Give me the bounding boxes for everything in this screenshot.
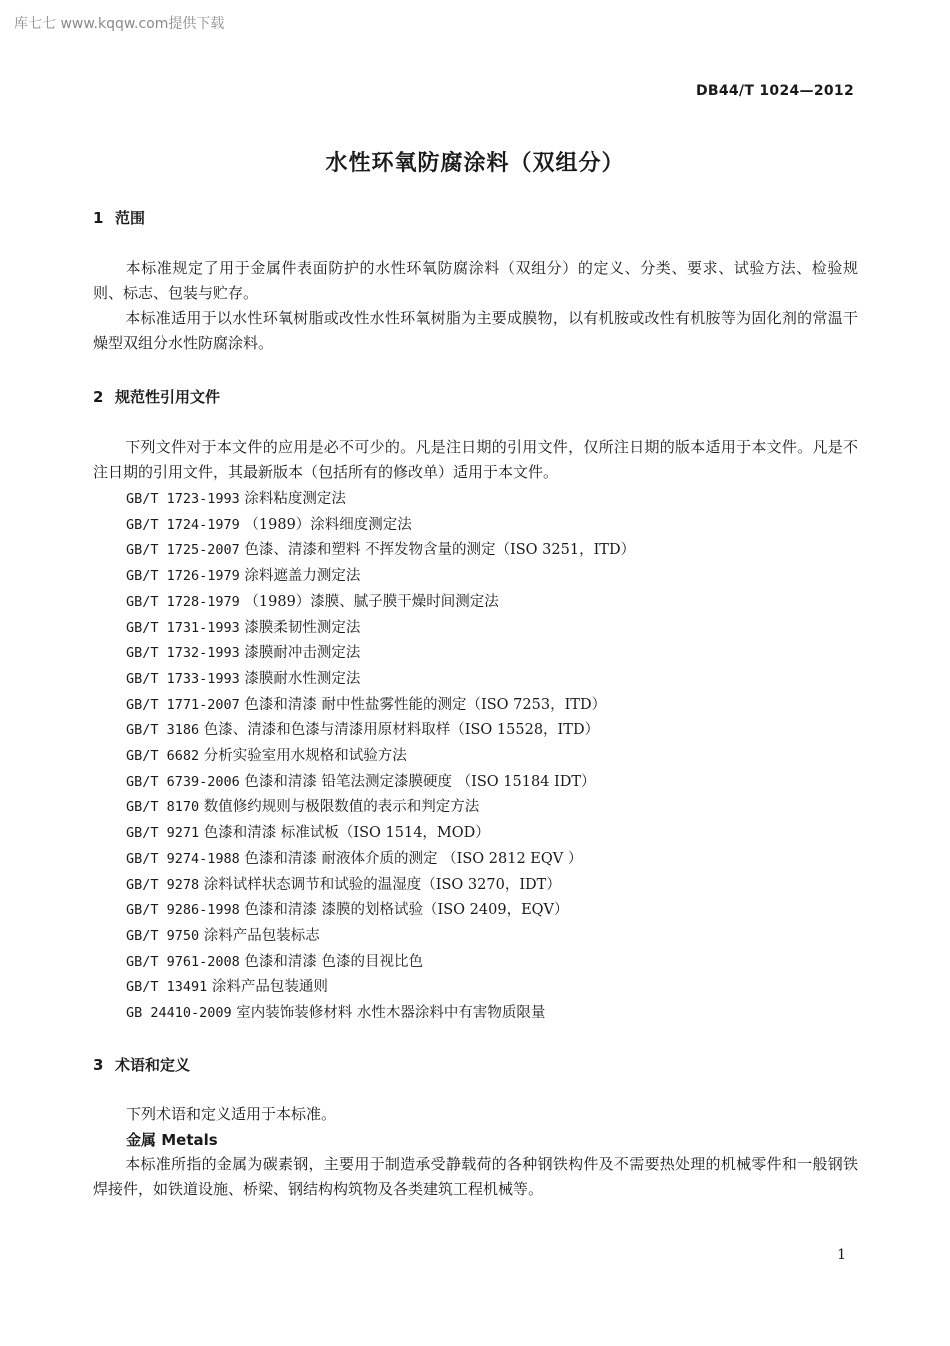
reference-item: GB/T 9278 涂料试样状态调节和试验的温湿度（ISO 3270，IDT） (126, 876, 561, 893)
section-number: 2 (93, 388, 104, 406)
reference-item: GB/T 9274-1988 色漆和清漆 耐液体介质的测定 （ISO 2812 EQV ） (126, 850, 583, 867)
reference-item: GB/T 1732-1993 漆膜耐冲击测定法 (126, 645, 361, 662)
section-title: 范围 (115, 209, 146, 227)
page-title: 水性环氧防腐涂料（双组分） (325, 151, 625, 176)
section-2-intro: 下列文件对于本文件的应用是必不可少的。凡是注日期的引用文件，仅所注日期的版本适用于本文件。凡是不注日期的引用文件，其最新版本（包括所有的修改单）适用于本文件。 (93, 438, 858, 481)
section-title: 术语和定义 (115, 1056, 191, 1074)
watermark-text: 库七七 www.kqqw.com提供下载 (14, 16, 225, 32)
section-1-paragraph-2: 本标准适用于以水性环氧树脂或改性水性环氧树脂为主要成膜物，以有机胺或改性有机胺等为固化剂的常温干燥型双组分水性防腐涂料。 (93, 309, 858, 352)
reference-item: GB/T 8170 数值修约规则与极限数值的表示和判定方法 (126, 799, 480, 816)
reference-item: GB/T 1728-1979 （1989）漆膜、腻子膜干燥时间测定法 (126, 593, 499, 610)
section-1-heading (93, 207, 145, 228)
reference-item: GB/T 9750 涂料产品包装标志 (126, 927, 320, 944)
reference-item: GB/T 3186 色漆、清漆和色漆与清漆用原材料取样（ISO 15528，ITD） (126, 722, 600, 739)
reference-item: GB/T 1731-1993 漆膜柔韧性测定法 (126, 619, 361, 636)
section-3-intro: 下列术语和定义适用于本标准。 (126, 1105, 337, 1123)
section-number: 3 (93, 1056, 104, 1074)
reference-item: GB/T 1725-2007 色漆、清漆和塑料 不挥发物含量的测定（ISO 3251，ITD） (126, 542, 636, 559)
section-number: 1 (93, 209, 104, 227)
reference-item: GB/T 1724-1979 （1989）涂料细度测定法 (126, 516, 412, 533)
reference-item: GB/T 9761-2008 色漆和清漆 色漆的目视比色 (126, 953, 424, 970)
reference-item: GB/T 9286-1998 色漆和清漆 漆膜的划格试验（ISO 2409，EQV） (126, 902, 569, 919)
term-definition: 本标准所指的金属为碳素钢，主要用于制造承受静载荷的各种钢铁构件及不需要热处理的机械零件和一般钢铁焊接件，如铁道设施、桥梁、钢结构构筑物及各类建筑工程机械等。 (93, 1155, 858, 1198)
standard-code: DB44/T 1024—2012 (695, 83, 854, 99)
section-2-heading (93, 386, 220, 407)
normative-references-list (126, 487, 635, 1027)
page-number: 1 (837, 1247, 846, 1263)
reference-item: GB/T 1771-2007 色漆和清漆 耐中性盐雾性能的测定（ISO 7253，ITD） (126, 696, 607, 713)
reference-item: GB/T 9271 色漆和清漆 标准试板（ISO 1514，MOD） (126, 825, 490, 842)
section-3-heading (93, 1054, 190, 1075)
reference-item: GB/T 6739-2006 色漆和清漆 铅笔法测定漆膜硬度 （ISO 15184 IDT） (126, 773, 596, 790)
section-title: 规范性引用文件 (115, 388, 221, 406)
reference-item: GB/T 1726-1979 涂料遮盖力测定法 (126, 568, 361, 585)
term-metals: 金属 Metals (126, 1131, 218, 1149)
section-1-paragraph-1: 本标准规定了用于金属件表面防护的水性环氧防腐涂料（双组分）的定义、分类、要求、试验方法、检验规则、标志、包装与贮存。 (93, 259, 858, 302)
reference-item: GB/T 13491 涂料产品包装通则 (126, 979, 328, 996)
reference-item: GB/T 1733-1993 漆膜耐水性测定法 (126, 670, 361, 687)
reference-item: GB 24410-2009 室内装饰装修材料 水性木器涂料中有害物质限量 (126, 1005, 546, 1022)
reference-item: GB/T 1723-1993 涂料粘度测定法 (126, 491, 346, 507)
reference-item: GB/T 6682 分析实验室用水规格和试验方法 (126, 748, 407, 765)
